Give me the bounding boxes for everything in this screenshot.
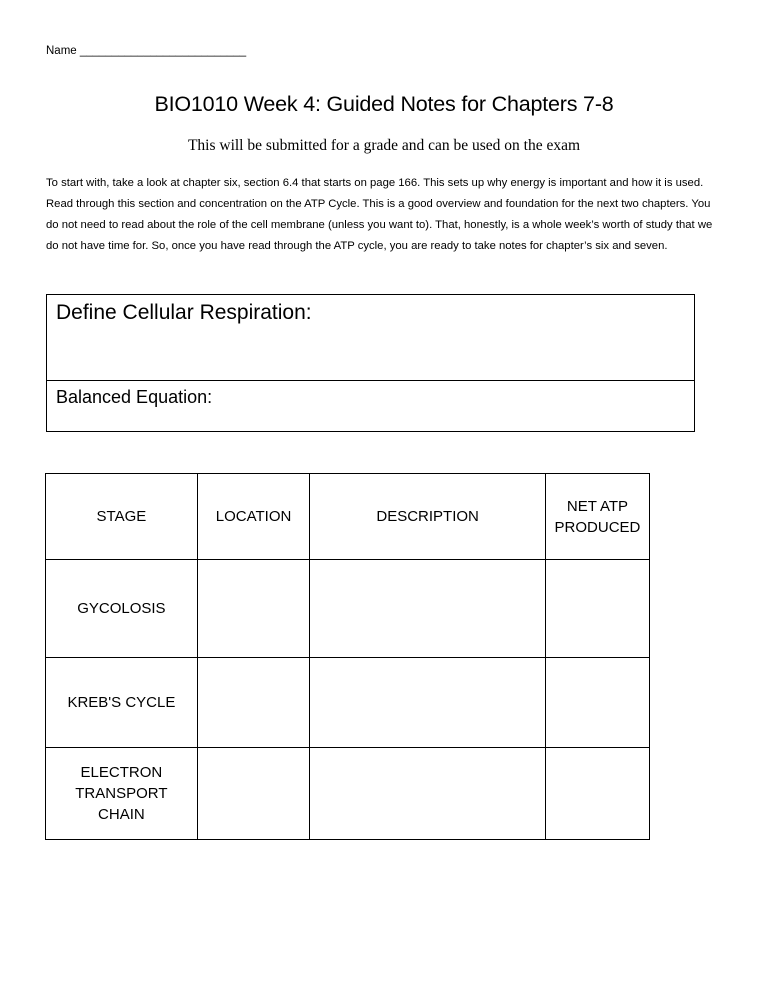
net-atp-cell[interactable] (545, 748, 649, 840)
description-cell[interactable] (310, 658, 546, 748)
header-location: LOCATION (197, 474, 310, 560)
header-stage: STAGE (46, 474, 198, 560)
intro-paragraph (46, 173, 726, 257)
respiration-stages-table (45, 473, 650, 840)
header-description: DESCRIPTION (310, 474, 546, 560)
net-atp-cell[interactable] (545, 658, 649, 748)
page-title: BIO1010 Week 4: Guided Notes for Chapters 7-8 (154, 92, 614, 116)
define-cellular-respiration-label: Define Cellular Respiration: (56, 301, 312, 324)
stage-cell: KREB'S CYCLE (46, 658, 198, 748)
location-cell[interactable] (197, 748, 310, 840)
page-subtitle: This will be submitted for a grade and can be used on the exam (187, 137, 581, 154)
description-cell[interactable] (310, 560, 546, 658)
balanced-equation-label: Balanced Equation: (56, 387, 213, 407)
net-atp-cell[interactable] (545, 560, 649, 658)
table-header-row (46, 474, 650, 560)
define-cellular-respiration-row (47, 295, 694, 381)
location-cell[interactable] (197, 658, 310, 748)
stage-cell: ELECTRON TRANSPORT CHAIN (46, 748, 198, 840)
header-net-atp: NET ATP PRODUCED (545, 474, 649, 560)
description-cell[interactable] (310, 748, 546, 840)
definition-box (46, 294, 695, 432)
table-row (46, 748, 650, 840)
name-field-label: Name __________________________ (46, 45, 247, 57)
intro-text: To start with, take a look at chapter six, section 6.4 that starts on page 166. This sets up why energy is important and how it is used. Read through this section and concentration on the ATP Cycle. This is a good overview and foundation for the next two chapters. You do not need to read about the role of the cell membrane (unless you want to). That, honestly, is a whole week’s worth of study that we do not have time for. So, once you have read through the ATP cycle, you are ready to take notes for chapter’s six and seven. (46, 177, 713, 252)
stage-cell: GYCOLOSIS (46, 560, 198, 658)
balanced-equation-row (47, 381, 694, 408)
location-cell[interactable] (197, 560, 310, 658)
table-row (46, 658, 650, 748)
table-row (46, 560, 650, 658)
